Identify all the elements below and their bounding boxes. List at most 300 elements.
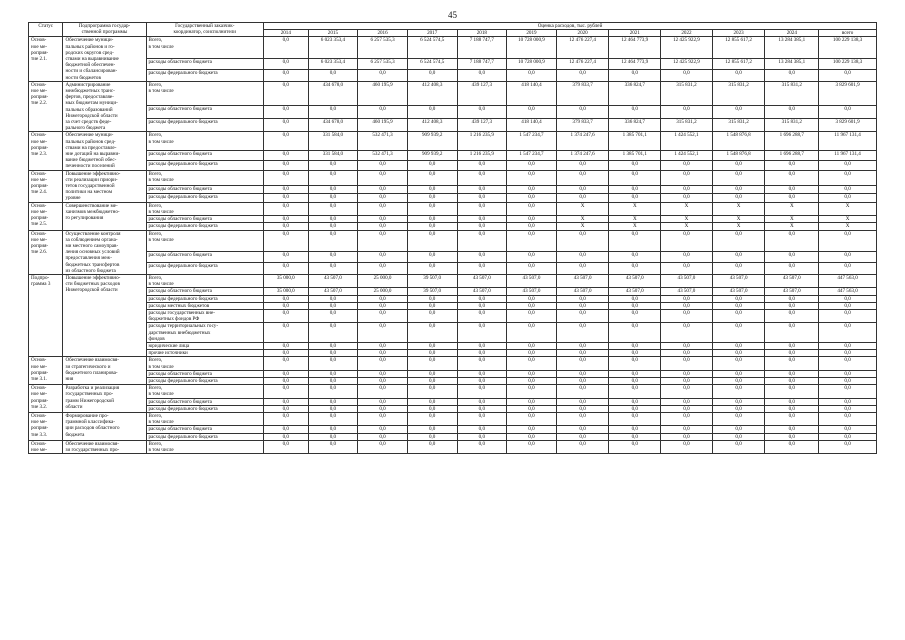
value-cell: 0,0 — [264, 433, 309, 440]
table-row — [29, 433, 877, 440]
value-cell: 0,0 — [765, 342, 819, 349]
funding-source-cell: расходы федерального бюджета — [146, 405, 264, 412]
table-row — [29, 398, 877, 405]
header-year: 2016 — [358, 30, 408, 37]
header-year: 2024 — [765, 30, 819, 37]
status-cell: Основ- ное ме- роприя- тие 3.1. — [29, 357, 63, 385]
value-cell: 0,0 — [308, 263, 358, 275]
table-row — [29, 37, 877, 58]
value-cell: 10 728 000,9 — [507, 37, 557, 58]
value-cell: 0,0 — [712, 426, 765, 433]
funding-source-cell: расходы областного бюджета — [146, 150, 264, 160]
value-cell: 0,0 — [407, 377, 457, 384]
value-cell: 0,0 — [308, 160, 358, 170]
value-cell: 418 140,4 — [507, 119, 557, 132]
value-cell: 0,0 — [407, 186, 457, 194]
header-year: 2017 — [407, 30, 457, 37]
value-cell: 1 374 247,6 — [556, 132, 609, 150]
table-row — [29, 370, 877, 377]
table-row — [29, 405, 877, 412]
value-cell: 0,0 — [765, 426, 819, 433]
value-cell: 0,0 — [712, 170, 765, 185]
value-cell: 0,0 — [308, 251, 358, 263]
value-cell: X — [765, 202, 819, 215]
value-cell: 0,0 — [264, 132, 309, 150]
value-cell: 0,0 — [712, 398, 765, 405]
value-cell: 0,0 — [819, 342, 877, 349]
value-cell: 6 257 535,3 — [358, 37, 408, 58]
value-cell: 0,0 — [819, 377, 877, 384]
value-cell: 418 140,4 — [507, 81, 557, 105]
header-customer: Государственный заказчик- координатор, соисполнители — [146, 23, 264, 37]
value-cell: 3 829 601,9 — [819, 119, 877, 132]
value-cell: 0,0 — [308, 70, 358, 82]
value-cell: 0,0 — [308, 405, 358, 412]
value-cell: 412 408,3 — [407, 81, 457, 105]
value-cell: 0,0 — [407, 70, 457, 82]
value-cell: 43 507,0 — [609, 274, 661, 287]
value-cell: 0,0 — [819, 251, 877, 263]
value-cell: 13 284 385,1 — [765, 37, 819, 58]
value-cell: 0,0 — [407, 398, 457, 405]
value-cell: 434 678,0 — [308, 119, 358, 132]
value-cell: 0,0 — [507, 357, 557, 370]
value-cell: 0,0 — [457, 263, 507, 275]
value-cell: 0,0 — [765, 160, 819, 170]
program-name-cell: Администрирование межбюджетных транс- фертов, предоставляе- мых бюджетам муници- пальных образований Нижегородской области за счет средств феде- рального бюджета — [63, 81, 146, 132]
funding-source-cell: Всего, в том числе — [146, 37, 264, 58]
value-cell: 1 548 876,8 — [712, 132, 765, 150]
program-name-cell: Осуществление контроля за соблюдением органа- ми местного самоуправ- ления основных условий предоставления меж- бюджетных трансфертов из областного бюджета — [63, 230, 146, 274]
value-cell: 0,0 — [661, 170, 713, 185]
value-cell: 0,0 — [507, 342, 557, 349]
value-cell: 0,0 — [661, 186, 713, 194]
program-name-cell: Повышение эффективно- сти бюджетных расходов Нижегородской области — [63, 274, 146, 356]
value-cell: 0,0 — [457, 160, 507, 170]
table-row — [29, 323, 877, 343]
value-cell: 0,0 — [507, 230, 557, 251]
table-row — [29, 342, 877, 349]
value-cell: 0,0 — [661, 357, 713, 370]
value-cell: 0,0 — [712, 342, 765, 349]
value-cell: 0,0 — [661, 309, 713, 322]
value-cell: 13 284 385,1 — [765, 58, 819, 70]
value-cell: 0,0 — [609, 405, 661, 412]
value-cell: 0,0 — [765, 309, 819, 322]
funding-source-cell: расходы государственных вне- бюджетных фондов РФ — [146, 309, 264, 322]
funding-source-cell: расходы областного бюджета — [146, 370, 264, 377]
value-cell: 0,0 — [358, 302, 408, 309]
value-cell: 0,0 — [308, 309, 358, 322]
value-cell: 0,0 — [264, 70, 309, 82]
value-cell: 0,0 — [819, 295, 877, 302]
funding-source-cell: расходы областного бюджета — [146, 106, 264, 119]
value-cell: 0,0 — [556, 323, 609, 343]
value-cell: 0,0 — [358, 398, 408, 405]
value-cell: 0,0 — [264, 323, 309, 343]
value-cell: 6 023 353,4 — [308, 58, 358, 70]
table-row — [29, 150, 877, 160]
value-cell: 0,0 — [712, 370, 765, 377]
value-cell: 0,0 — [308, 426, 358, 433]
value-cell: 0,0 — [819, 385, 877, 398]
value-cell: 0,0 — [712, 230, 765, 251]
value-cell: X — [819, 202, 877, 215]
value-cell: 0,0 — [712, 251, 765, 263]
value-cell: 0,0 — [457, 106, 507, 119]
value-cell: 0,0 — [457, 251, 507, 263]
value-cell: 0,0 — [308, 370, 358, 377]
value-cell: 0,0 — [609, 377, 661, 384]
value-cell: 0,0 — [712, 160, 765, 170]
value-cell: X — [712, 223, 765, 230]
value-cell: 0,0 — [712, 412, 765, 425]
value-cell: X — [661, 202, 713, 215]
value-cell: 11 967 131,4 — [819, 132, 877, 150]
value-cell: 43 507,0 — [457, 288, 507, 295]
value-cell: 0,0 — [358, 357, 408, 370]
value-cell: 1 385 701,1 — [609, 132, 661, 150]
value-cell: 0,0 — [609, 342, 661, 349]
value-cell: 0,0 — [358, 433, 408, 440]
value-cell: 331 584,0 — [308, 132, 358, 150]
value-cell: 0,0 — [609, 357, 661, 370]
value-cell: 0,0 — [457, 309, 507, 322]
value-cell: 0,0 — [264, 370, 309, 377]
value-cell: 0,0 — [358, 186, 408, 194]
table-row — [29, 412, 877, 425]
funding-source-cell: Всего, в том числе — [146, 357, 264, 370]
value-cell: 0,0 — [507, 223, 557, 230]
funding-source-cell: расходы федерального бюджета — [146, 295, 264, 302]
value-cell: 0,0 — [661, 405, 713, 412]
value-cell: 0,0 — [765, 440, 819, 453]
value-cell: 35 000,0 — [264, 274, 309, 287]
value-cell: 43 507,0 — [308, 288, 358, 295]
value-cell: 11 967 131,4 — [819, 150, 877, 160]
value-cell: X — [609, 223, 661, 230]
table-row — [29, 160, 877, 170]
value-cell: 0,0 — [457, 323, 507, 343]
funding-source-cell: расходы территориальных госу- дарственных внебюджетных фондов — [146, 323, 264, 343]
value-cell: 0,0 — [661, 70, 713, 82]
value-cell: 0,0 — [308, 170, 358, 185]
value-cell: 0,0 — [358, 70, 408, 82]
table-row — [29, 274, 877, 287]
value-cell: 0,0 — [264, 412, 309, 425]
value-cell: 0,0 — [407, 106, 457, 119]
value-cell: 6 257 535,3 — [358, 58, 408, 70]
value-cell: 0,0 — [765, 170, 819, 185]
value-cell: 0,0 — [457, 230, 507, 251]
value-cell: 0,0 — [507, 323, 557, 343]
value-cell: 0,0 — [556, 263, 609, 275]
value-cell: 0,0 — [457, 385, 507, 398]
value-cell: 0,0 — [457, 170, 507, 185]
value-cell: 0,0 — [556, 405, 609, 412]
value-cell: 0,0 — [819, 309, 877, 322]
header-year: 2021 — [609, 30, 661, 37]
value-cell: 0,0 — [407, 230, 457, 251]
value-cell: 0,0 — [358, 377, 408, 384]
funding-source-cell: расходы областного бюджета — [146, 426, 264, 433]
funding-source-cell: прочие источники — [146, 350, 264, 357]
value-cell: 12 425 922,9 — [661, 58, 713, 70]
value-cell: 460 195,9 — [358, 81, 408, 105]
value-cell: 315 831,2 — [712, 81, 765, 105]
value-cell: 0,0 — [358, 405, 408, 412]
value-cell: 0,0 — [712, 263, 765, 275]
header-year: 2015 — [308, 30, 358, 37]
value-cell: 0,0 — [556, 302, 609, 309]
value-cell: 0,0 — [407, 160, 457, 170]
value-cell: X — [556, 223, 609, 230]
value-cell: 0,0 — [507, 377, 557, 384]
value-cell: 0,0 — [264, 440, 309, 453]
table-row — [29, 288, 877, 295]
value-cell: 0,0 — [457, 412, 507, 425]
value-cell: 12 476 227,4 — [556, 58, 609, 70]
funding-source-cell: расходы областного бюджета — [146, 288, 264, 295]
value-cell: 0,0 — [358, 263, 408, 275]
value-cell: 0,0 — [457, 350, 507, 357]
funding-source-cell: Всего, в том числе — [146, 412, 264, 425]
value-cell: 0,0 — [507, 202, 557, 215]
value-cell: 0,0 — [457, 70, 507, 82]
value-cell: 0,0 — [819, 433, 877, 440]
status-cell: Основ- ное ме- роприя- тие 2.3. — [29, 132, 63, 170]
value-cell: 0,0 — [609, 412, 661, 425]
value-cell: 0,0 — [308, 350, 358, 357]
funding-source-cell: Всего, в том числе — [146, 132, 264, 150]
value-cell: 0,0 — [765, 106, 819, 119]
funding-source-cell: расходы областного бюджета — [146, 58, 264, 70]
value-cell: 0,0 — [264, 170, 309, 185]
value-cell: 0,0 — [264, 309, 309, 322]
value-cell: 336 824,7 — [609, 81, 661, 105]
value-cell: 0,0 — [308, 357, 358, 370]
value-cell: 0,0 — [407, 309, 457, 322]
value-cell: 0,0 — [765, 377, 819, 384]
value-cell: 0,0 — [609, 106, 661, 119]
value-cell: 0,0 — [264, 119, 309, 132]
value-cell: 0,0 — [264, 106, 309, 119]
value-cell: 0,0 — [765, 412, 819, 425]
value-cell: 0,0 — [457, 426, 507, 433]
value-cell: 0,0 — [609, 295, 661, 302]
value-cell: 0,0 — [556, 357, 609, 370]
header-year: 2019 — [507, 30, 557, 37]
table-row — [29, 223, 877, 230]
status-cell: Основ- ное ме- роприя- тие 2.5. — [29, 202, 63, 230]
value-cell: 0,0 — [556, 194, 609, 202]
value-cell: 0,0 — [264, 37, 309, 58]
value-cell: 0,0 — [556, 295, 609, 302]
value-cell: 315 831,2 — [661, 81, 713, 105]
value-cell: 0,0 — [407, 263, 457, 275]
value-cell: 7 188 747,7 — [457, 37, 507, 58]
value-cell: 0,0 — [264, 385, 309, 398]
value-cell: 315 831,2 — [712, 119, 765, 132]
value-cell: 0,0 — [661, 377, 713, 384]
value-cell: 0,0 — [556, 70, 609, 82]
value-cell: 0,0 — [308, 186, 358, 194]
value-cell: X — [712, 202, 765, 215]
table-row — [29, 194, 877, 202]
value-cell: X — [765, 223, 819, 230]
value-cell: 0,0 — [507, 440, 557, 453]
funding-source-cell: расходы федерального бюджета — [146, 377, 264, 384]
value-cell: 1 385 701,1 — [609, 150, 661, 160]
value-cell: 0,0 — [556, 350, 609, 357]
value-cell: 0,0 — [556, 377, 609, 384]
funding-source-cell: юридические лица — [146, 342, 264, 349]
value-cell: 0,0 — [712, 186, 765, 194]
value-cell: 0,0 — [264, 160, 309, 170]
value-cell: 0,0 — [308, 377, 358, 384]
value-cell: 0,0 — [819, 350, 877, 357]
value-cell: 0,0 — [457, 377, 507, 384]
table-row — [29, 440, 877, 453]
value-cell: 0,0 — [609, 440, 661, 453]
value-cell: 0,0 — [358, 412, 408, 425]
value-cell: 0,0 — [457, 302, 507, 309]
value-cell: 12 464 773,9 — [609, 37, 661, 58]
value-cell: 0,0 — [358, 309, 408, 322]
value-cell: 0,0 — [609, 194, 661, 202]
value-cell: 0,0 — [609, 350, 661, 357]
value-cell: 0,0 — [819, 194, 877, 202]
value-cell: 315 831,2 — [765, 119, 819, 132]
value-cell: 412 408,3 — [407, 119, 457, 132]
value-cell: 0,0 — [358, 160, 408, 170]
table-row — [29, 81, 877, 105]
value-cell: 0,0 — [264, 194, 309, 202]
value-cell: 0,0 — [264, 426, 309, 433]
value-cell: 0,0 — [819, 323, 877, 343]
table-row — [29, 70, 877, 82]
funding-source-cell: расходы областного бюджета — [146, 398, 264, 405]
value-cell: 0,0 — [765, 302, 819, 309]
value-cell: 0,0 — [457, 216, 507, 223]
value-cell: 0,0 — [407, 426, 457, 433]
value-cell: 0,0 — [457, 357, 507, 370]
value-cell: 0,0 — [358, 202, 408, 215]
funding-source-cell: Всего, в том числе — [146, 230, 264, 251]
table-row — [29, 263, 877, 275]
funding-source-cell: расходы федерального бюджета — [146, 194, 264, 202]
value-cell: 0,0 — [264, 150, 309, 160]
value-cell: 0,0 — [358, 223, 408, 230]
value-cell: 0,0 — [407, 385, 457, 398]
value-cell: 0,0 — [819, 357, 877, 370]
value-cell: 0,0 — [308, 295, 358, 302]
status-cell: Подпро- грамма 3 — [29, 274, 63, 356]
value-cell: 0,0 — [264, 342, 309, 349]
value-cell: 0,0 — [765, 398, 819, 405]
value-cell: 0,0 — [661, 385, 713, 398]
value-cell: 0,0 — [264, 186, 309, 194]
table-row — [29, 186, 877, 194]
status-cell: Основ- ное ме- роприя- тие 2.2. — [29, 81, 63, 132]
value-cell: 0,0 — [661, 302, 713, 309]
value-cell: 6 023 353,4 — [308, 37, 358, 58]
value-cell: 0,0 — [407, 170, 457, 185]
value-cell: 0,0 — [308, 230, 358, 251]
value-cell: 0,0 — [457, 186, 507, 194]
value-cell: 0,0 — [457, 433, 507, 440]
table-row — [29, 251, 877, 263]
value-cell: 0,0 — [507, 194, 557, 202]
value-cell: 0,0 — [407, 440, 457, 453]
value-cell: 0,0 — [358, 106, 408, 119]
value-cell: 0,0 — [661, 230, 713, 251]
value-cell: 0,0 — [457, 440, 507, 453]
value-cell: 0,0 — [264, 230, 309, 251]
value-cell: 0,0 — [308, 433, 358, 440]
value-cell: 0,0 — [609, 385, 661, 398]
header-year: всего — [819, 30, 877, 37]
value-cell: 0,0 — [407, 342, 457, 349]
value-cell: 0,0 — [358, 295, 408, 302]
value-cell: 1 696 288,7 — [765, 132, 819, 150]
header-status: Статус — [29, 23, 63, 37]
value-cell: 0,0 — [819, 302, 877, 309]
value-cell: 0,0 — [819, 186, 877, 194]
value-cell: 0,0 — [264, 251, 309, 263]
funding-source-cell: расходы федерального бюджета — [146, 119, 264, 132]
table-row — [29, 295, 877, 302]
value-cell: 0,0 — [661, 440, 713, 453]
value-cell: 0,0 — [407, 405, 457, 412]
value-cell: 1 216 235,9 — [457, 132, 507, 150]
value-cell: 0,0 — [507, 186, 557, 194]
value-cell: 0,0 — [407, 370, 457, 377]
value-cell: 0,0 — [661, 370, 713, 377]
funding-source-cell: Всего, в том числе — [146, 202, 264, 215]
value-cell: 0,0 — [661, 350, 713, 357]
header-row-1 — [29, 23, 877, 30]
value-cell: 0,0 — [358, 350, 408, 357]
value-cell: 0,0 — [661, 426, 713, 433]
header-year: 2022 — [661, 30, 713, 37]
value-cell: 0,0 — [507, 251, 557, 263]
value-cell: 0,0 — [609, 323, 661, 343]
value-cell: X — [609, 216, 661, 223]
value-cell: 1 374 247,6 — [556, 150, 609, 160]
program-name-cell: Обеспечение муници- пальных районов сред- ствами на предоставле- ние дотаций на выравни- вание бюджетной обес- печенности поселений — [63, 132, 146, 170]
value-cell: 25 000,0 — [358, 288, 408, 295]
value-cell: 909 939,2 — [407, 132, 457, 150]
value-cell: 0,0 — [507, 412, 557, 425]
value-cell: 0,0 — [308, 106, 358, 119]
value-cell: 43 507,0 — [765, 274, 819, 287]
table-row — [29, 230, 877, 251]
value-cell: 0,0 — [712, 302, 765, 309]
table-row — [29, 426, 877, 433]
value-cell: 43 507,0 — [609, 288, 661, 295]
value-cell: 0,0 — [264, 81, 309, 105]
value-cell: 43 507,0 — [661, 274, 713, 287]
funding-source-cell: расходы федерального бюджета — [146, 70, 264, 82]
value-cell: 0,0 — [712, 433, 765, 440]
table-row — [29, 106, 877, 119]
value-cell: 434 678,0 — [308, 81, 358, 105]
value-cell: 0,0 — [407, 412, 457, 425]
value-cell: 0,0 — [819, 170, 877, 185]
header-year: 2014 — [264, 30, 309, 37]
value-cell: 0,0 — [264, 377, 309, 384]
